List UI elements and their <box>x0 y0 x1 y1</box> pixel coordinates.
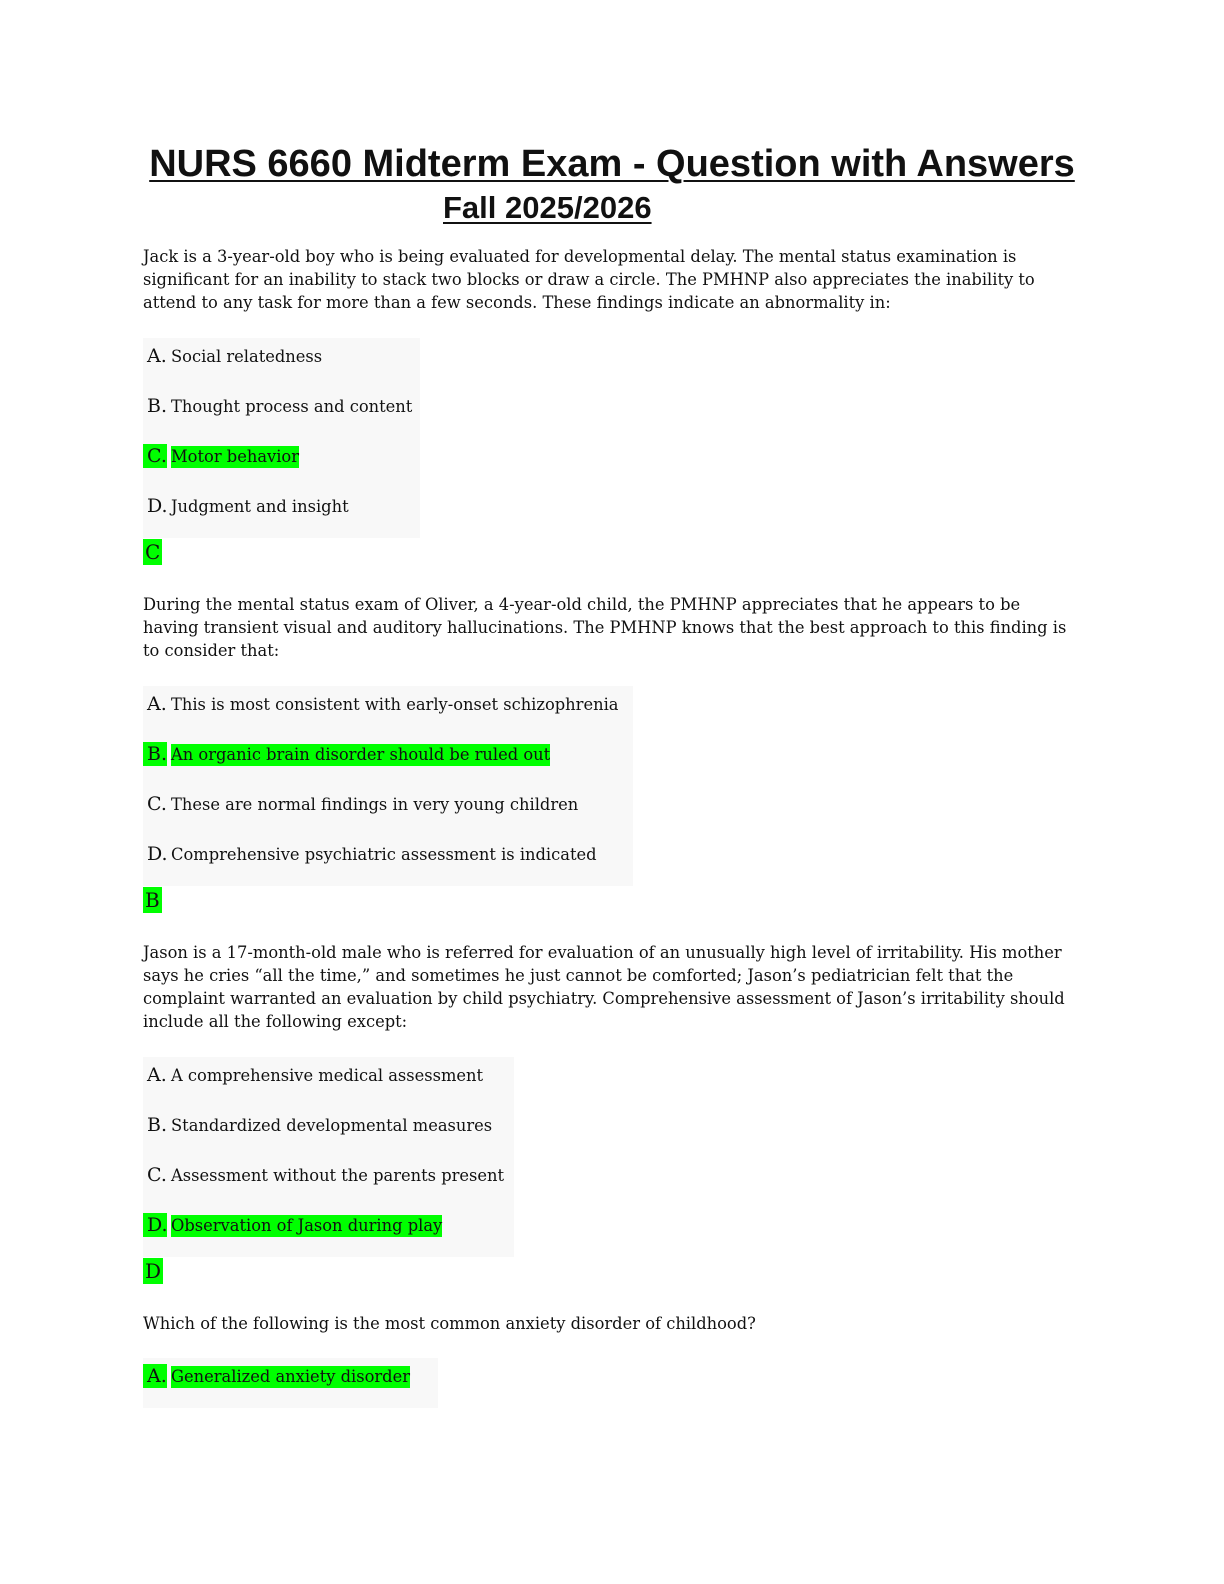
option-letter: C. <box>147 1164 167 1186</box>
option-text: Generalized anxiety disorder <box>171 1367 411 1386</box>
option-3b <box>143 1087 514 1137</box>
answer-3: D <box>145 1259 162 1283</box>
option-letter: A. <box>147 693 167 715</box>
option-letter: D. <box>147 495 168 517</box>
option-2d <box>143 816 633 866</box>
option-2b <box>143 716 633 766</box>
answer-1: C <box>145 540 161 564</box>
option-letter: B. <box>147 1114 168 1136</box>
option-letter: D. <box>147 843 168 865</box>
option-3c <box>143 1137 514 1187</box>
option-text: This is most consistent with early-onset schizophrenia <box>171 695 619 714</box>
option-letter: C. <box>147 793 167 815</box>
option-letter: B. <box>147 395 168 417</box>
option-letter: A. <box>147 345 167 367</box>
answer-2: B <box>145 888 160 912</box>
option-text: Social relatedness <box>171 347 323 366</box>
option-text: Assessment without the parents present <box>171 1166 505 1185</box>
question-1-options <box>143 338 420 538</box>
option-3d <box>143 1187 514 1237</box>
question-1-text: Jack is a 3-year-old boy who is being evaluated for developmental delay. The mental status examination is significant for an inability to stack two blocks or draw a circle. The PMHNP also appreciates the inability to attend to any task for more than a few seconds. These findings indicate an abnormality in: <box>143 247 1035 312</box>
document-title: NURS 6660 Midterm Exam - Question with Answers <box>149 143 1075 185</box>
option-2c <box>143 766 633 816</box>
option-1d <box>143 468 420 518</box>
question-2-options <box>143 686 633 886</box>
option-1b <box>143 368 420 418</box>
option-letter: A. <box>143 1364 167 1388</box>
option-text: Standardized developmental measures <box>171 1116 493 1135</box>
option-1c <box>143 418 420 468</box>
question-2-text: During the mental status exam of Oliver, a 4-year-old child, the PMHNP appreciates that he appears to be having transient visual and auditory hallucinations. The PMHNP knows that the best approach to this finding is to consider that: <box>143 595 1067 660</box>
option-letter: D. <box>143 1213 167 1237</box>
question-3-text: Jason is a 17-month-old male who is referred for evaluation of an unusually high level of irritability. His mother says he cries “all the time,” and sometimes he just cannot be comforted; Jason’s pediatrician felt that the complaint warranted an evaluation by child psychiatry. Comprehensive assessment of Jason’s irritability should include all the following except: <box>143 943 1065 1031</box>
option-text: Motor behavior <box>171 447 300 466</box>
option-text: Thought process and content <box>171 397 413 416</box>
option-2a <box>143 692 633 716</box>
option-text: An organic brain disorder should be ruled out <box>171 745 551 764</box>
option-letter: A. <box>147 1064 167 1086</box>
option-text: Comprehensive psychiatric assessment is indicated <box>171 845 597 864</box>
option-3a <box>143 1063 514 1087</box>
option-text: Judgment and insight <box>171 497 349 516</box>
option-text: These are normal findings in very young children <box>171 795 579 814</box>
question-4-options <box>143 1358 438 1408</box>
option-letter: B. <box>143 742 167 766</box>
option-letter: C. <box>143 444 167 468</box>
question-4-text: Which of the following is the most common anxiety disorder of childhood? <box>143 1314 756 1333</box>
option-text: A comprehensive medical assessment <box>171 1066 484 1085</box>
option-text: Observation of Jason during play <box>171 1216 443 1235</box>
question-3-options <box>143 1057 514 1257</box>
option-1a <box>143 344 420 368</box>
document-subtitle: Fall 2025/2026 <box>443 190 652 225</box>
option-4a <box>143 1364 438 1388</box>
